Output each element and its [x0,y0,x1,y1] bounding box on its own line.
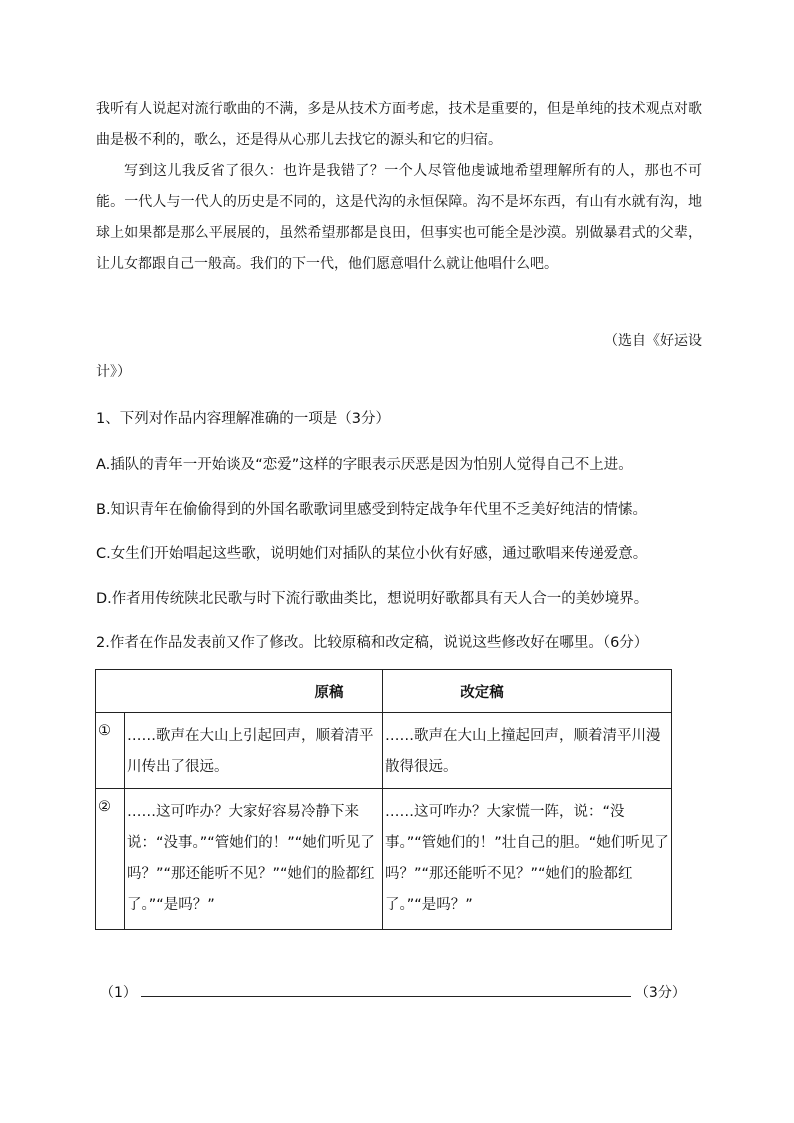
question-2-stem: 2.作者在作品发表前又作了修改。比较原稿和改定稿，说说这些修改好在哪里。（6分） [96,635,649,651]
original-text: ……歌声在大山上引起回声，顺着清平川传出了很远。 [125,713,383,789]
table-row [96,789,672,930]
answer-label: （1） [100,985,137,1001]
option-d: D.作者用传统陕北民歌与时下流行歌曲类比，想说明好歌都具有天人合一的美妙境界。 [96,591,649,607]
header-revised: 改定稿 [383,670,672,713]
comparison-table [95,669,672,930]
source-citation-line-1: （选自《好运设 [604,333,702,349]
answer-blank[interactable] [141,982,631,997]
question-1-stem: 1、下列对作品内容理解准确的一项是（3分） [96,411,390,427]
table-row [96,713,672,789]
original-text: ……这可咋办？大家好容易冷静下来说：“没事。”“管她们的！”“她们听见了吗？”“那还能听不见？”“她们的脸都红了。”“是吗？” [125,789,383,930]
source-citation-line-2: 计》） [96,364,131,380]
revised-text: ……歌声在大山上撞起回声，顺着清平川漫散得很远。 [383,713,672,789]
passage-paragraph-1 [96,94,702,156]
answer-score: （3分） [634,985,686,1001]
passage-paragraph-2 [96,156,702,280]
option-a: A.插队的青年一开始谈及“恋爱”这样的字眼表示厌恶是因为怕别人觉得自己不上进。 [96,457,633,473]
paragraph-text: 我听有人说起对流行歌曲的不满，多是从技术方面考虑，技术是重要的，但是单纯的技术观点对歌曲是极不利的，歌么，还是得从心那儿去找它的源头和它的归宿。 [96,101,702,148]
paragraph-text: 写到这儿我反省了很久：也许是我错了？一个人尽管他虔诚地希望理解所有的人，那也不可能。一代人与一代人的历史是不同的，这是代沟的永恒保障。沟不是坏东西，有山有水就有沟，地球上如果都是那么平展展的，虽然希望那都是良田，但事实也可能全是沙漠。别做暴君式的父辈，让儿女都跟自己一般高。我们的下一代，他们愿意唱什么就让他唱什么吧。 [96,163,702,272]
table-header-row [96,670,672,713]
revised-text: ……这可咋办？大家慌一阵，说：“没事。”“管她们的！”壮自己的胆。“她们听见了吗？”“那还能听不见？”“她们的脸都红了。”“是吗？” [383,789,672,930]
option-c: C.女生们开始唱起这些歌，说明她们对插队的某位小伙有好感，通过歌唱来传递爱意。 [96,546,648,562]
header-original: 原稿 [96,670,383,713]
row-number: ② [96,789,125,930]
row-number: ① [96,713,125,789]
answer-line-1 [100,982,686,1002]
option-b: B.知识青年在偷偷得到的外国名歌歌词里感受到特定战争年代里不乏美好纯洁的情愫。 [96,502,648,518]
source-citation [96,326,702,388]
